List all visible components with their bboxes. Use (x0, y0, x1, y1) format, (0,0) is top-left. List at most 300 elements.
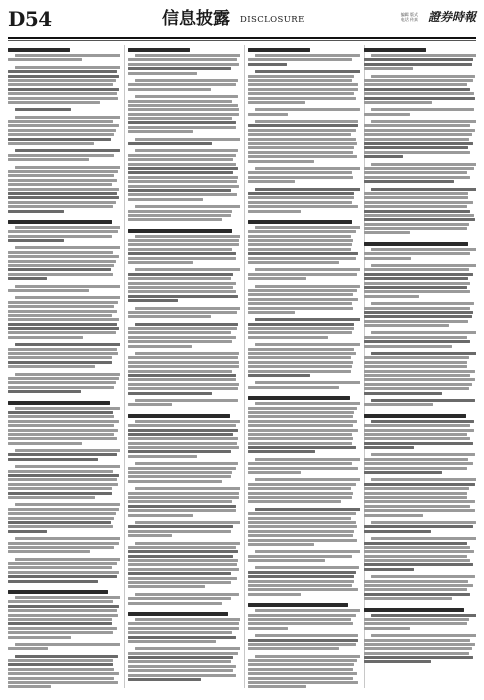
text-line (364, 550, 474, 553)
text-line (8, 546, 114, 549)
text-line (364, 214, 474, 217)
text-line (248, 588, 358, 591)
text-line (364, 437, 470, 440)
text-line (128, 167, 238, 170)
text-line (128, 198, 203, 201)
text-column-4 (364, 45, 476, 688)
text-line (248, 411, 354, 414)
text-line (128, 492, 239, 495)
text-line (255, 478, 360, 481)
text-line (371, 302, 474, 305)
text-line (248, 374, 310, 377)
subheading-line (248, 396, 350, 400)
text-line (248, 525, 357, 528)
text-line (248, 521, 356, 524)
text-line (248, 467, 358, 470)
text-line (128, 214, 231, 217)
text-line (248, 512, 356, 515)
text-line (364, 155, 403, 158)
text-line (8, 268, 111, 271)
text-line (128, 631, 232, 634)
text-line (248, 487, 351, 490)
text-line (364, 593, 470, 596)
text-line (128, 154, 236, 157)
text-line (8, 685, 51, 688)
text-line (248, 205, 358, 208)
text-line (364, 67, 413, 70)
text-line (248, 327, 354, 330)
text-line (8, 600, 113, 603)
text-line (248, 248, 351, 251)
subheading-line (364, 242, 468, 246)
text-line (8, 314, 112, 317)
text-line (248, 176, 353, 179)
text-line (371, 537, 476, 540)
text-line (128, 63, 239, 66)
text-line (8, 668, 114, 671)
text-line (128, 622, 239, 625)
text-line (8, 205, 113, 208)
text-line (135, 54, 240, 57)
text-line (128, 550, 238, 553)
text-line (364, 546, 470, 549)
paragraph-gap (8, 395, 120, 398)
text-line (128, 563, 237, 566)
text-line (8, 133, 114, 136)
text-line (248, 113, 288, 116)
text-line (255, 402, 360, 405)
text-line (8, 681, 118, 684)
text-line (255, 318, 360, 321)
text-line (128, 433, 233, 436)
text-line (248, 424, 353, 427)
text-line (128, 496, 239, 499)
text-line (248, 142, 357, 145)
subheading-line (364, 48, 426, 52)
text-line (364, 584, 473, 587)
subheading-line (128, 612, 228, 616)
text-line (8, 101, 100, 104)
text-line (248, 101, 305, 104)
text-line (248, 361, 353, 364)
text-line (364, 392, 442, 395)
text-line (364, 83, 467, 86)
text-line (135, 352, 239, 355)
text-line (128, 113, 239, 116)
text-line (128, 257, 236, 260)
text-line (364, 568, 414, 571)
text-line (128, 374, 236, 377)
text-line (255, 381, 360, 384)
text-line (128, 467, 236, 470)
text-line (8, 124, 119, 127)
text-line (364, 101, 432, 104)
text-line (128, 572, 231, 575)
text-line (364, 58, 473, 61)
subheading-line (8, 48, 70, 52)
text-line (128, 500, 232, 503)
text-line (135, 542, 240, 545)
text-line (135, 521, 240, 524)
text-line (8, 474, 119, 477)
text-line (128, 72, 197, 75)
text-line (371, 399, 475, 402)
text-line (364, 138, 469, 141)
text-line (248, 88, 358, 91)
text-line (364, 113, 410, 116)
text-line (128, 345, 192, 348)
text-line (128, 387, 238, 390)
subheading-line (8, 401, 110, 405)
text-line (8, 647, 48, 650)
text-line (15, 643, 120, 646)
text-line (364, 365, 467, 368)
text-line (135, 647, 240, 650)
paragraph-gap (8, 584, 120, 587)
text-line (8, 192, 117, 195)
text-line (248, 500, 341, 503)
text-line (248, 555, 352, 558)
text-line (248, 614, 356, 617)
text-line (248, 370, 351, 373)
text-line (8, 327, 119, 330)
text-line (364, 487, 469, 490)
text-line (128, 243, 239, 246)
text-line (128, 602, 222, 605)
text-line (128, 67, 231, 70)
text-line (8, 210, 64, 213)
text-line (8, 483, 118, 486)
text-line (8, 386, 114, 389)
text-line (8, 70, 117, 73)
text-line (248, 155, 357, 158)
text-line (8, 230, 118, 233)
text-line (248, 196, 354, 199)
text-line (364, 268, 469, 271)
text-line (8, 550, 90, 553)
text-line (8, 487, 112, 490)
text-line (364, 315, 472, 318)
text-line (8, 508, 119, 511)
text-line (248, 420, 357, 423)
subheading-line (128, 48, 190, 52)
text-line (128, 100, 232, 103)
text-line (128, 525, 233, 528)
text-line (128, 193, 237, 196)
text-line (8, 622, 112, 625)
text-line (248, 146, 354, 149)
text-line (255, 188, 360, 191)
text-line (364, 525, 473, 528)
text-line (8, 377, 119, 380)
text-line (364, 442, 473, 445)
text-line (128, 176, 238, 179)
text-line (8, 301, 118, 304)
text-line (128, 311, 237, 314)
text-line (364, 618, 469, 621)
text-line (364, 492, 467, 495)
text-line (248, 483, 356, 486)
text-line (8, 318, 119, 321)
text-line (8, 239, 64, 242)
subheading-line (128, 414, 230, 418)
text-line (15, 373, 120, 376)
text-line (8, 609, 117, 612)
text-line (364, 282, 470, 285)
text-line (248, 622, 353, 625)
text-line (364, 370, 475, 373)
text-line (364, 133, 472, 136)
text-line (128, 678, 201, 681)
text-line (248, 323, 354, 326)
text-line (135, 95, 238, 98)
text-line (8, 289, 89, 292)
text-line (255, 634, 358, 637)
paragraph-gap (248, 390, 360, 393)
text-line (8, 331, 116, 334)
text-line (248, 462, 352, 465)
paragraph-gap (128, 682, 240, 685)
text-column-1 (8, 45, 120, 688)
text-line (364, 643, 475, 646)
text-line (128, 286, 233, 289)
text-line (128, 383, 239, 386)
text-line (364, 580, 468, 583)
text-line (364, 79, 473, 82)
text-line (364, 218, 475, 221)
text-line (128, 340, 232, 343)
text-line (371, 264, 476, 267)
text-line (8, 677, 114, 680)
text-line (371, 634, 476, 637)
text-line (128, 365, 239, 368)
text-line (364, 311, 473, 314)
text-line (364, 505, 470, 508)
text-line (128, 669, 233, 672)
text-line (364, 597, 452, 600)
text-line (364, 500, 475, 503)
text-line (8, 420, 119, 423)
subheading-line (128, 229, 232, 233)
text-line (128, 640, 216, 643)
text-line (364, 340, 470, 343)
text-line (128, 295, 238, 298)
text-line (364, 129, 475, 132)
text-line (15, 149, 120, 152)
text-line (8, 521, 111, 524)
text-line (248, 543, 314, 546)
text-line (255, 70, 360, 73)
text-line (128, 88, 211, 91)
text-line (128, 126, 236, 129)
text-line (128, 378, 236, 381)
text-line (15, 465, 120, 468)
text-line (15, 108, 71, 111)
text-line (364, 176, 470, 179)
text-line (8, 453, 117, 456)
text-line (128, 581, 231, 584)
text-line (364, 286, 467, 289)
text-line (364, 471, 442, 474)
masthead-rule-thin (8, 40, 476, 41)
text-line (364, 483, 475, 486)
text-line (128, 555, 233, 558)
text-line (248, 92, 354, 95)
text-line (15, 655, 118, 658)
text-line (135, 399, 238, 402)
text-line (364, 627, 410, 630)
text-line (8, 310, 117, 313)
text-line (128, 248, 232, 251)
text-line (128, 361, 239, 364)
text-line (8, 179, 117, 182)
text-line (248, 97, 356, 100)
text-line (8, 356, 112, 359)
text-line (128, 627, 239, 630)
paragraph-gap (8, 214, 120, 217)
text-line (128, 437, 238, 440)
text-line (8, 381, 116, 384)
text-line (364, 467, 467, 470)
text-line (255, 120, 358, 123)
text-line (128, 392, 212, 395)
text-line (371, 352, 476, 355)
column-divider (124, 45, 125, 688)
text-line (128, 450, 231, 453)
text-line (128, 559, 238, 562)
text-line (8, 336, 83, 339)
text-line (8, 255, 119, 258)
text-line (371, 478, 476, 481)
text-line (248, 437, 353, 440)
text-line (364, 252, 470, 255)
text-line (364, 656, 473, 659)
text-line (135, 235, 240, 238)
text-line (248, 539, 357, 542)
text-line (248, 593, 301, 596)
text-line (8, 365, 95, 368)
text-line (8, 183, 112, 186)
text-line (248, 293, 353, 296)
text-line (8, 542, 119, 545)
text-line (248, 492, 353, 495)
text-line (248, 450, 315, 453)
text-line (364, 652, 469, 655)
text-line (15, 116, 120, 119)
text-line (364, 403, 433, 406)
masthead-meta (401, 12, 418, 22)
text-line (248, 352, 356, 355)
text-line (135, 462, 238, 465)
text-line (128, 534, 172, 537)
text-line (8, 196, 119, 199)
subheading-line (8, 220, 112, 224)
text-line (15, 503, 120, 506)
text-line (364, 63, 472, 66)
text-line (128, 117, 232, 120)
text-line (248, 277, 306, 280)
text-line (364, 192, 468, 195)
text-line (364, 324, 449, 327)
text-line (128, 58, 237, 61)
text-line (364, 142, 473, 145)
text-line (248, 446, 356, 449)
text-line (8, 571, 119, 574)
text-line (128, 429, 238, 432)
text-line (248, 298, 358, 301)
text-line (371, 188, 476, 191)
text-line (248, 442, 352, 445)
text-line (8, 58, 82, 61)
text-line (128, 252, 236, 255)
text-line (8, 614, 118, 617)
text-line (8, 390, 81, 393)
text-line (364, 201, 473, 204)
text-line (364, 462, 473, 465)
text-line (248, 663, 354, 666)
text-line (248, 289, 357, 292)
text-line (8, 88, 119, 91)
text-line (128, 180, 237, 183)
text-line (248, 201, 352, 204)
text-line (8, 429, 118, 432)
text-line (364, 320, 468, 323)
text-line (8, 492, 112, 495)
text-line (128, 660, 231, 663)
text-line (8, 525, 113, 528)
text-line (8, 415, 114, 418)
text-line (128, 261, 193, 264)
text-line (128, 299, 178, 302)
text-line (364, 223, 469, 226)
text-line (8, 636, 71, 639)
text-line (135, 618, 240, 621)
text-line (371, 420, 474, 423)
text-line (8, 83, 113, 86)
text-line (135, 593, 239, 596)
text-line (248, 124, 358, 127)
subheading-line (248, 220, 352, 224)
text-line (364, 622, 467, 625)
text-line (8, 188, 119, 191)
text-line (371, 75, 475, 78)
text-line (128, 189, 231, 192)
text-line (248, 239, 353, 242)
text-line (248, 386, 339, 389)
text-column-3 (248, 45, 360, 688)
text-line (8, 442, 82, 445)
text-line (128, 509, 236, 512)
text-line (8, 562, 117, 565)
text-line (15, 285, 120, 288)
text-line (248, 677, 353, 680)
text-line (128, 597, 231, 600)
text-line (248, 580, 354, 583)
text-line (364, 273, 473, 276)
article-columns (8, 45, 476, 688)
text-line (248, 348, 354, 351)
text-line (128, 185, 239, 188)
text-line (128, 585, 205, 588)
text-line (248, 63, 287, 66)
text-line (8, 97, 118, 100)
text-line (248, 643, 356, 646)
text-line (8, 174, 114, 177)
paragraph-gap (128, 223, 240, 226)
text-line (364, 458, 468, 461)
text-line (364, 639, 470, 642)
masthead-rule-thick (8, 37, 476, 39)
